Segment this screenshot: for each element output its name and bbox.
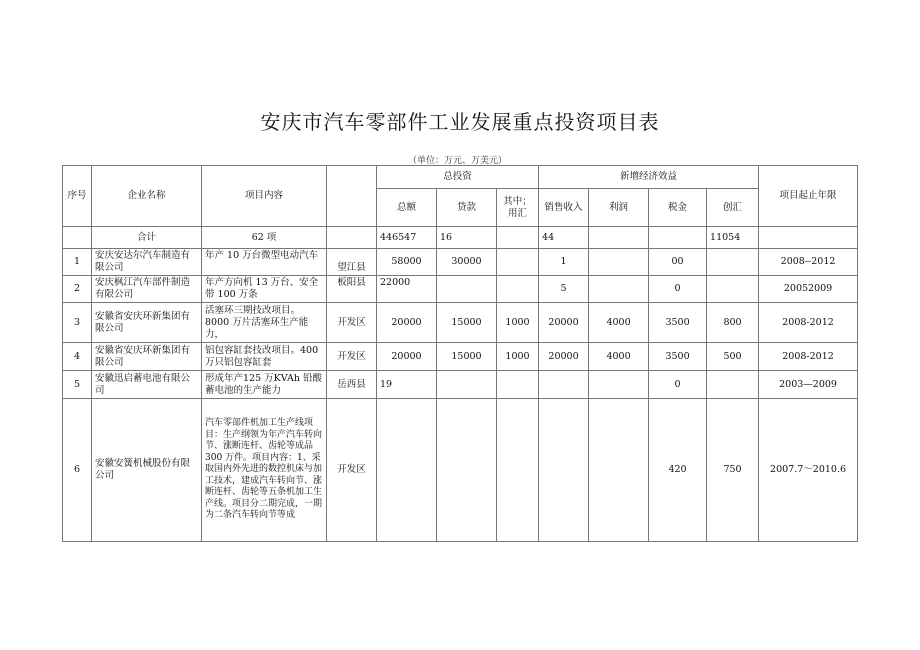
row-total [377,399,437,542]
table-row [63,343,858,371]
header-benefit: 新增经济效益 [539,166,759,189]
row-sales: 20000 [539,343,589,371]
table-row [63,249,858,276]
row-profit: 4000 [589,343,649,371]
row-forex-earn: 750 [707,399,759,542]
summary-loan: 16 [437,227,497,249]
page-title: 安庆市汽车零部件工业发展重点投资项目表 [260,110,660,134]
investment-table [62,165,858,542]
row-sales [539,399,589,542]
table-row [63,371,858,399]
row-forex-earn [707,371,759,399]
row-content: 汽车零部件机加工生产线项目：生产纲领为年产汽车转向节、涨断连杆、齿轮等成品 300 万件。项目内容：1、采取国内外先进的数控机床与加工技术，建成汽车转向节、涨断连杆、齿轮等五条机加工生产线。项目分二期完成，一期为二条汽车转向节等成 [202,399,327,542]
row-company: 安徽迅启蓄电池有限公司 [92,371,202,399]
row-tax: 3500 [649,343,707,371]
table-row [63,303,858,343]
row-total: 19 [377,371,437,399]
row-profit [589,249,649,276]
row-content: 活塞环三期技改项目。8000 万片活塞环生产能力， [202,303,327,343]
row-profit [589,399,649,542]
unit-note: （单位：万元、万美元） [408,156,508,166]
row-forex [497,371,539,399]
row-period: 20052009 [759,276,858,303]
table-row [63,276,858,303]
row-period: 2008-2012 [759,343,858,371]
row-profit [589,371,649,399]
summary-label: 合计 [92,227,202,249]
row-location: 望江县 [327,249,377,276]
header-location [327,166,377,227]
row-forex-earn: 500 [707,343,759,371]
row-location: 开发区 [327,399,377,542]
header-profit: 利润 [589,189,649,227]
row-tax: 00 [649,249,707,276]
row-total: 22000 [377,276,437,303]
header-total: 总额 [377,189,437,227]
summary-row [63,227,858,249]
row-tax: 3500 [649,303,707,343]
row-seq: 1 [63,249,92,276]
row-content: 形成年产125 万KVAh 铅酸蓄电池的生产能力 [202,371,327,399]
row-seq: 4 [63,343,92,371]
row-forex-earn: 800 [707,303,759,343]
row-seq: 3 [63,303,92,343]
header-forex-earn: 创汇 [707,189,759,227]
row-content: 铝包容缸套技改项目。400 万只铝包容缸套 [202,343,327,371]
row-total: 20000 [377,343,437,371]
row-tax: 420 [649,399,707,542]
row-seq: 5 [63,371,92,399]
row-forex: 1000 [497,343,539,371]
row-total: 20000 [377,303,437,343]
header-content: 项目内容 [202,166,327,227]
row-total: 58000 [377,249,437,276]
row-seq: 2 [63,276,92,303]
row-seq: 6 [63,399,92,542]
row-sales [539,371,589,399]
row-loan [437,276,497,303]
row-content: 年产 10 万台微型电动汽车 [202,249,327,276]
row-forex [497,249,539,276]
row-forex-earn [707,249,759,276]
summary-content: 62 项 [202,227,327,249]
row-location: 板阳县 [327,276,377,303]
header-seq: 序号 [63,166,92,227]
row-forex-earn [707,276,759,303]
row-sales: 1 [539,249,589,276]
row-location: 开发区 [327,303,377,343]
header-company: 企业名称 [92,166,202,227]
row-period: 2003—2009 [759,371,858,399]
row-profit: 4000 [589,303,649,343]
row-tax: 0 [649,371,707,399]
row-company: 安徽安簧机械股份有限公司 [92,399,202,542]
row-forex: 1000 [497,303,539,343]
row-sales: 5 [539,276,589,303]
row-location: 岳西县 [327,371,377,399]
row-content: 年产方向机 13 万台、安全带 100 万条 [202,276,327,303]
row-tax: 0 [649,276,707,303]
header-loan: 贷款 [437,189,497,227]
row-sales: 20000 [539,303,589,343]
row-company: 安庆安达尔汽车制造有限公司 [92,249,202,276]
row-period: 2007.7～2010.6 [759,399,858,542]
row-loan [437,371,497,399]
row-loan: 15000 [437,343,497,371]
header-tax: 税金 [649,189,707,227]
row-loan [437,399,497,542]
row-company: 安徽省安庆环新集团有限公司 [92,343,202,371]
table-row [63,399,858,542]
row-forex [497,276,539,303]
row-loan: 30000 [437,249,497,276]
header-forex: 其中；用汇 [497,189,539,227]
summary-sales: 44 [539,227,589,249]
summary-total: 446547 [377,227,437,249]
row-period: 2008-2012 [759,303,858,343]
row-company: 安徽省安庆环新集团有限公司 [92,303,202,343]
header-total-invest: 总投资 [377,166,539,189]
row-loan: 15000 [437,303,497,343]
row-profit [589,276,649,303]
row-company: 安庆枫江汽车部件制造有限公司 [92,276,202,303]
summary-forex-earn: 11054 [707,227,759,249]
header-sales: 销售收入 [539,189,589,227]
row-location: 开发区 [327,343,377,371]
row-period: 2008--2012 [759,249,858,276]
row-forex [497,399,539,542]
header-period: 项目起止年限 [759,166,858,227]
